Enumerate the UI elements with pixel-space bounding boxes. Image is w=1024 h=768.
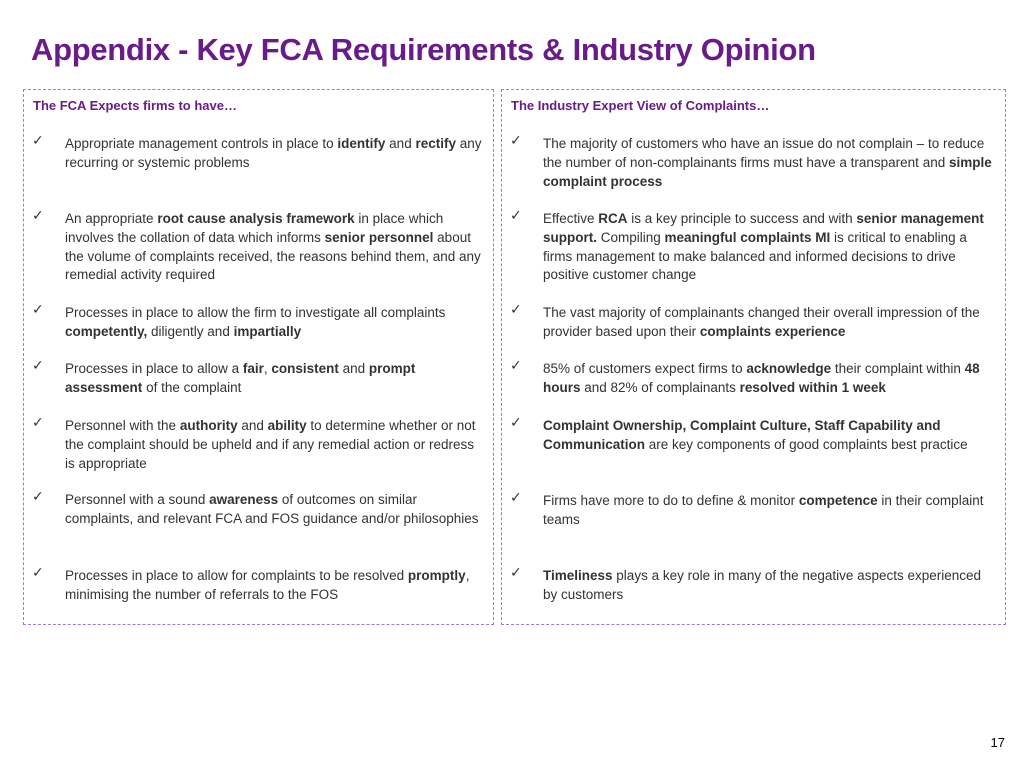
industry-view-item xyxy=(510,304,999,342)
industry-view-item xyxy=(510,417,999,455)
check-icon: ✓ xyxy=(510,302,522,318)
industry-view-item xyxy=(510,492,999,530)
text-segment: of outcomes on similar complaints, and relevant FCA and FOS guidance and/or philosophies xyxy=(65,492,479,526)
text-segment: The vast majority of complainants changed their overall impression of the provider based upon their xyxy=(543,305,980,339)
industry-view-item-text xyxy=(543,492,999,530)
bold-text: fair xyxy=(242,361,264,376)
bold-text: simple complaint process xyxy=(543,154,992,189)
text-segment: and xyxy=(338,361,369,376)
bold-text: root cause analysis framework xyxy=(157,211,355,226)
fca-expectation-item xyxy=(32,135,487,173)
text-segment: to determine whether or not the complaint should be upheld and if any remedial action or redress is appropriate xyxy=(65,418,476,471)
industry-view-panel xyxy=(501,89,1006,625)
text-segment: about the volume of complaints received, the reasons behind them, and any remedial activity required xyxy=(65,229,481,283)
text-segment: Processes in place to allow for complaints to be resolved xyxy=(65,568,408,583)
text-segment: Personnel with the xyxy=(65,418,180,433)
industry-view-item-text xyxy=(543,135,999,191)
fca-expectation-item-text xyxy=(65,135,487,173)
check-icon: ✓ xyxy=(510,208,522,224)
bold-text: consistent xyxy=(271,361,339,376)
bold-text: rectify xyxy=(415,136,456,151)
fca-expectation-item-text xyxy=(65,360,487,398)
text-segment: and 82% of complainants xyxy=(580,379,740,395)
industry-view-item-text xyxy=(543,360,999,398)
industry-view-item xyxy=(510,135,999,191)
check-icon: ✓ xyxy=(510,133,522,149)
text-segment: The majority of customers who have an issue do not complain – to reduce the number of non-complainants firms must have a transparent and xyxy=(543,136,985,170)
check-icon: ✓ xyxy=(32,133,44,149)
text-segment: An appropriate xyxy=(65,211,158,226)
text-segment: in place which involves the collation of data which informs xyxy=(65,211,444,245)
text-segment: Compiling xyxy=(597,229,665,245)
text-segment: their complaint within xyxy=(831,361,965,376)
industry-view-item xyxy=(510,567,999,605)
fca-expectation-item-text xyxy=(65,417,487,473)
text-segment: diligently and xyxy=(147,323,234,339)
check-icon: ✓ xyxy=(32,415,44,431)
text-segment: is a key principle to success and with xyxy=(627,211,857,226)
fca-expectation-item-text xyxy=(65,491,487,529)
text-segment: , xyxy=(263,361,272,376)
bold-text: senior personnel xyxy=(324,229,434,245)
fca-expectation-item-text xyxy=(65,304,487,342)
fca-expectations-heading: The FCA Expects firms to have… xyxy=(33,98,237,113)
text-segment: Processes in place to allow a xyxy=(65,361,243,376)
bold-text: impartially xyxy=(233,323,302,339)
text-segment: 85% of customers expect firms to xyxy=(543,361,747,376)
bold-text: 48 hours xyxy=(543,361,980,395)
bold-text: resolved within 1 week xyxy=(739,379,886,395)
industry-view-item xyxy=(510,360,999,398)
bold-text: Timeliness xyxy=(543,568,613,583)
text-segment: Appropriate management controls in place to xyxy=(65,136,338,151)
text-segment: of the complaint xyxy=(142,379,242,395)
text-segment: and xyxy=(237,418,268,433)
text-segment: Personnel with a sound xyxy=(65,492,210,507)
fca-expectation-item xyxy=(32,491,487,529)
bold-text: RCA xyxy=(598,211,628,226)
check-icon: ✓ xyxy=(510,490,522,506)
bold-text: senior management support. xyxy=(543,211,984,245)
page-number: 17 xyxy=(990,735,1005,750)
fca-expectation-item-text xyxy=(65,567,487,605)
bold-text: awareness xyxy=(209,492,279,507)
industry-view-heading: The Industry Expert View of Complaints… xyxy=(511,98,770,113)
fca-expectation-item-text xyxy=(65,210,487,285)
check-icon: ✓ xyxy=(32,208,44,224)
check-icon: ✓ xyxy=(510,358,522,374)
industry-view-item-text xyxy=(543,567,999,605)
check-icon: ✓ xyxy=(32,565,44,581)
industry-view-item-text xyxy=(543,417,999,455)
bold-text: prompt assessment xyxy=(65,361,416,395)
check-icon: ✓ xyxy=(32,489,44,505)
text-segment: and xyxy=(385,136,416,151)
fca-expectation-item xyxy=(32,360,487,398)
fca-expectation-item xyxy=(32,210,487,285)
text-segment: in their complaint teams xyxy=(543,493,984,527)
bold-text: identify xyxy=(337,136,386,151)
fca-expectation-item xyxy=(32,417,487,473)
text-segment: plays a key role in many of the negative aspects experienced by customers xyxy=(543,568,982,602)
text-segment: any recurring or systemic problems xyxy=(65,136,482,170)
bold-text: competently, xyxy=(65,323,148,339)
industry-view-item-text xyxy=(543,304,999,342)
bold-text: competence xyxy=(798,493,878,508)
check-icon: ✓ xyxy=(32,358,44,374)
text-segment: is critical to enabling a firms management to make balanced and informed decisions to drive positive customer change xyxy=(543,229,967,283)
bold-text: authority xyxy=(179,418,238,433)
check-icon: ✓ xyxy=(32,302,44,318)
fca-expectations-panel xyxy=(23,89,494,625)
industry-view-item xyxy=(510,210,999,285)
bold-text: acknowledge xyxy=(746,361,832,376)
fca-expectation-item xyxy=(32,567,487,605)
fca-expectation-item xyxy=(32,304,487,342)
text-segment: Effective xyxy=(543,211,599,226)
text-segment: are key components of good complaints best practice xyxy=(645,436,968,452)
check-icon: ✓ xyxy=(510,565,522,581)
check-icon: ✓ xyxy=(510,415,522,431)
bold-text: complaints experience xyxy=(699,323,846,339)
bold-text: Complaint Ownership, Complaint Culture, Staff Capability and Communication xyxy=(543,418,941,452)
text-segment: , minimising the number of referrals to the FOS xyxy=(65,568,470,602)
bold-text: ability xyxy=(267,418,307,433)
bold-text: meaningful complaints MI xyxy=(664,229,831,245)
bold-text: promptly xyxy=(407,568,466,583)
industry-view-item-text xyxy=(543,210,999,285)
page-title: Appendix - Key FCA Requirements & Industry Opinion xyxy=(31,32,816,67)
text-segment: Processes in place to allow the firm to investigate all complaints xyxy=(65,305,446,320)
text-segment: Firms have more to do to define & monitor xyxy=(543,493,799,508)
